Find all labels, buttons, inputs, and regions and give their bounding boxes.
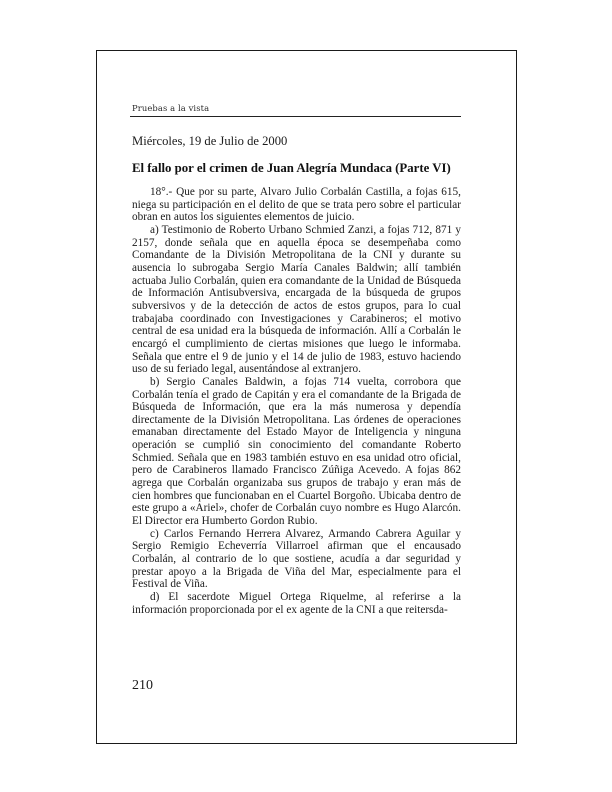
paragraph-c: c) Carlos Fernando Herrera Alvarez, Armando Cabrera Aguilar y Sergio Remigio Echeverría Villarroel afirman que el encausado Corbalán, al contrario de lo que sostiene, acudía a dar seguridad y prestar apoyo a la Brigada de Viña del Mar, especialmente para el Festival de Viña. [132, 527, 461, 591]
article-title: El fallo por el crimen de Juan Alegría Mundaca (Parte VI) [132, 161, 451, 175]
paragraph-d: d) El sacerdote Miguel Ortega Riquelme, al referirse a la información proporcionada por el ex agente de la CNI a que reitersda- [132, 591, 461, 616]
paragraph-a: a) Testimonio de Roberto Urbano Schmied Zanzi, a fojas 712, 871 y 2157, donde señala que en aquella época se desempeñaba como Comandante de la División Metropolitana de la CNI y durante su ausencia lo subrogaba Sergio María Canales Baldwin; allí también actuaba Julio Corbalán, quien era comandante de la Unidad de Búsqueda de Información Antisubversiva, encargada de la búsqueda de grupos subversivos y de la detección de actos de estos grupos, para lo cual trabajaba coordinado con Investigaciones y Carabineros; el motivo central de esa unidad era la búsqueda de información. Allí a Corbalán le encargó el cumplimiento de ciertas misiones que luego le informaba. Señala que entre el 9 de junio y el 14 de julio de 1983, estuvo haciendo uso de su feriado legal, ausentándose al extranjero. [132, 223, 461, 376]
running-head: Pruebas a la vista [132, 103, 210, 113]
page-number: 210 [132, 678, 153, 693]
header-rule [130, 116, 461, 117]
paragraph-18: 18°.- Que por su parte, Alvaro Julio Corbalán Castilla, a fojas 615, niega su participación en el delito de que se trata pero sobre el particular obran en autos los siguientes elementos de juicio. [132, 186, 461, 224]
article-body [132, 186, 461, 616]
article-date: Miércoles, 19 de Julio de 2000 [132, 134, 288, 148]
paragraph-b: b) Sergio Canales Baldwin, a fojas 714 vuelta, corrobora que Corbalán tenía el grado de Capitán y era el comandante de la Brigada de Búsqueda de Información, que era la más numerosa y dependía directamente de la División Metropolitana. Las órdenes de operaciones emanaban directamente del Estado Mayor de Inteligencia y ninguna operación se cumplió sin conocimiento del comandante Roberto Schmied. Señala que en 1983 también estuvo en esa unidad otro oficial, pero de Carabineros llamado Francisco Zúñiga Acevedo. A fojas 862 agrega que Corbalán organizaba sus grupos de trabajo y eran más de cien hombres que funcionaban en el Cuartel Borgoño. Ubicaba dentro de este grupo a «Ariel», chofer de Corbalán cuyo nombre es Hugo Alarcón. El Director era Humberto Gordon Rubio. [132, 375, 461, 528]
